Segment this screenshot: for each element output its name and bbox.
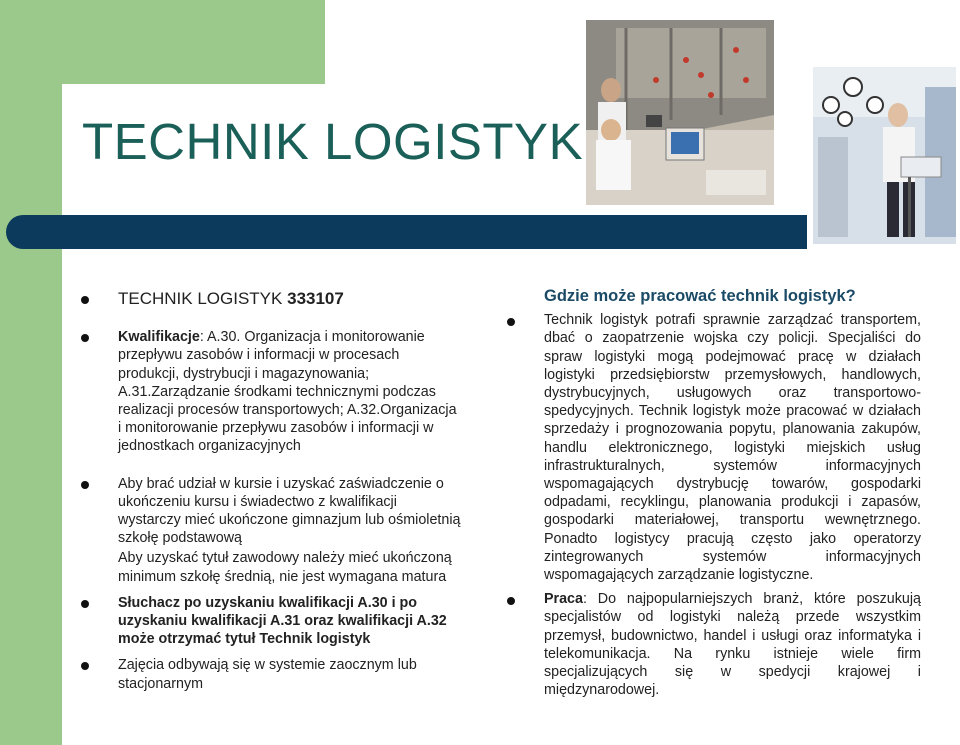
green-side-bar (0, 0, 62, 745)
title-requirements-text: Aby uzyskać tytuł zawodowy należy mieć ukończoną minimum szkołę średnią, nie jest wymagana matura (118, 550, 452, 585)
work-label: Praca (544, 591, 583, 608)
office-clocks-photo (813, 67, 956, 244)
list-item-study-mode (81, 656, 461, 692)
section-heading: Gdzie może pracować technik logistyk? (544, 287, 856, 305)
study-mode-text: Zajęcia odbywają się w systemie zaocznym lub stacjonarnym (118, 657, 417, 692)
list-item-profession (81, 290, 461, 308)
list-item-graduate-title (81, 594, 461, 649)
green-top-block (0, 0, 325, 84)
control-room-photo (586, 20, 774, 205)
right-column (507, 287, 921, 699)
list-item-work (507, 590, 921, 699)
graduate-title-text: Słuchacz po uzyskaniu kwalifikacji A.30 i po uzyskaniu kwalifikacji A.31 oraz kwalifikacji A.32 może otrzymać tytuł Technik logistyk (118, 594, 447, 648)
profession-code: 333107 (287, 289, 344, 308)
list-item-job-description (507, 311, 921, 584)
course-requirements-text: Aby brać udział w kursie i uzyskać zaświadczenie o ukończeniu kursu i świadectwo z kwalifikacji wystarczy mieć ukończone gimnazjum lub ośmioletnią szkołę podstawową (118, 475, 461, 547)
list-item-qualifications (81, 328, 461, 455)
page-title: TECHNIK LOGISTYK (82, 113, 584, 170)
work-text: : Do najpopularniejszych branż, które poszukują specjalistów od logistyki należą przede wszystkim przemysł, budownictwo, handel i usługi oraz informatyka i telekomunikacja. Na rynku istnieje wiele firm specjalizujących się w spedycji krajowej i międzynarodowej. (544, 591, 921, 699)
profession-name: TECHNIK LOGISTYK (118, 289, 283, 308)
header-divider-bar (6, 215, 807, 249)
list-item-course-requirements (81, 475, 461, 548)
job-description-text: Technik logistyk potrafi sprawnie zarządzać transportem, dbać o zaopatrzenie wojska czy policji. Specjaliści do spraw logistyki mogą podejmować pracę w działach logistyki przedsiębiorstw przemysłowych, handlowych, dystrybucyjnych, usługowych oraz transportowo-spedycyjnych. Technik logistyk może pracować w działach sprzedaży i prognozowania popytu, planowania zakupów, handlu elektronicznego, logistyki miejskich usług infrastrukturalnych, systemów informacyjnych wspomagających dystrybucję towarów, gospodarki odpadami, recyklingu, planowania produkcji i zapasów, gospodarki materiałowej, transportu wewnętrznego. Ponadto logistycy pracują często jako operatorzy zintegrowanych systemów informacyjnych wspomagających zarządzanie logistyczne. (544, 312, 921, 584)
qualifications-text: : A.30. Organizacja i monitorowanie przepływu zasobów i informacji w procesach produkcji, dystrybucji i magazynowania; A.31.Zarządzanie środkami technicznymi podczas realizacji procesów transportowych; A.32.Organizacja i monitorowanie przepływu zasobów i informacji w jednostkach organizacyjnych (118, 329, 457, 455)
qualifications-label: Kwalifikacje (118, 329, 200, 346)
left-column (81, 290, 461, 693)
list-item-title-requirements (81, 549, 461, 585)
